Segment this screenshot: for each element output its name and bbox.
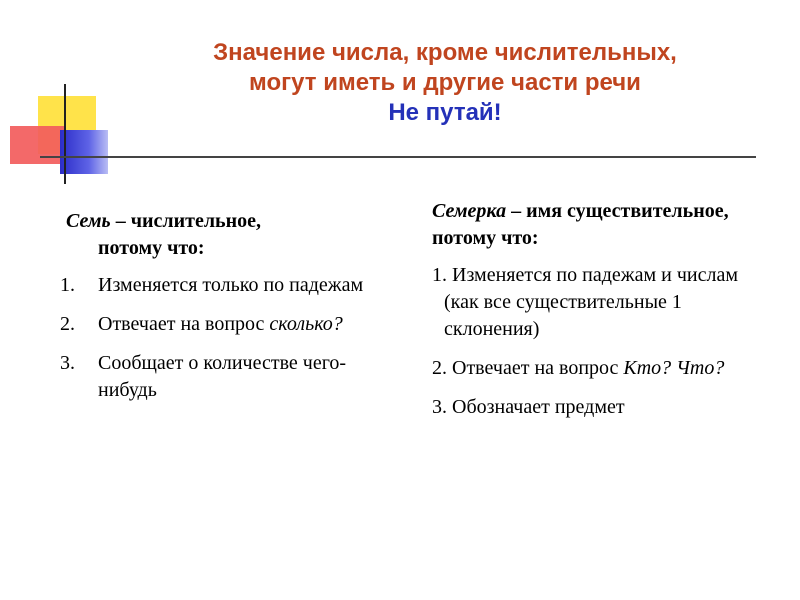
left-heading-word: Семь — [66, 210, 111, 232]
left-heading-line2: потому что: — [98, 237, 205, 259]
left-item-3-text: Сообщает о количестве чего-нибудь — [98, 352, 347, 401]
right-item-2 — [432, 355, 770, 382]
decor-horizontal-line — [40, 156, 756, 158]
left-item-1-text: Изменяется только по падежам — [98, 274, 364, 296]
right-item-3 — [432, 394, 770, 421]
left-heading — [60, 208, 390, 262]
decor-blue-square — [60, 130, 108, 174]
left-item-1 — [60, 272, 390, 299]
left-item-2 — [60, 311, 390, 338]
slide-title — [105, 38, 785, 128]
right-heading — [420, 198, 770, 252]
decor-red-square — [10, 126, 66, 164]
left-item-2-num: 2. — [60, 313, 75, 335]
left-item-3 — [60, 350, 390, 404]
right-item-1 — [432, 262, 770, 343]
right-heading-word: Семерка — [432, 200, 507, 222]
right-item-1-text: 1. Изменяется по падежам и числам (как все существительные 1 склонения) — [432, 264, 738, 340]
right-item-2-italic: Кто? Что? — [623, 357, 725, 379]
decor-vertical-line — [64, 84, 66, 184]
left-column — [60, 208, 390, 416]
title-line-2: могут иметь и другие части речи — [249, 69, 641, 96]
left-heading-rest: – числительное, — [110, 210, 262, 232]
right-item-2-text: 2. Отвечает на вопрос — [432, 357, 624, 379]
left-item-3-num: 3. — [60, 352, 75, 374]
right-item-3-text: 3. Обозначает предмет — [432, 396, 625, 418]
left-item-2-text: Отвечает на вопрос — [98, 313, 270, 335]
title-line-1: Значение числа, кроме числительных, — [213, 39, 677, 66]
right-heading-rest: – имя существительное, потому что: — [432, 200, 729, 249]
right-column — [420, 198, 770, 433]
left-item-2-italic: сколько? — [269, 313, 343, 335]
title-line-3: Не путай! — [388, 99, 502, 126]
left-item-1-num: 1. — [60, 274, 75, 296]
